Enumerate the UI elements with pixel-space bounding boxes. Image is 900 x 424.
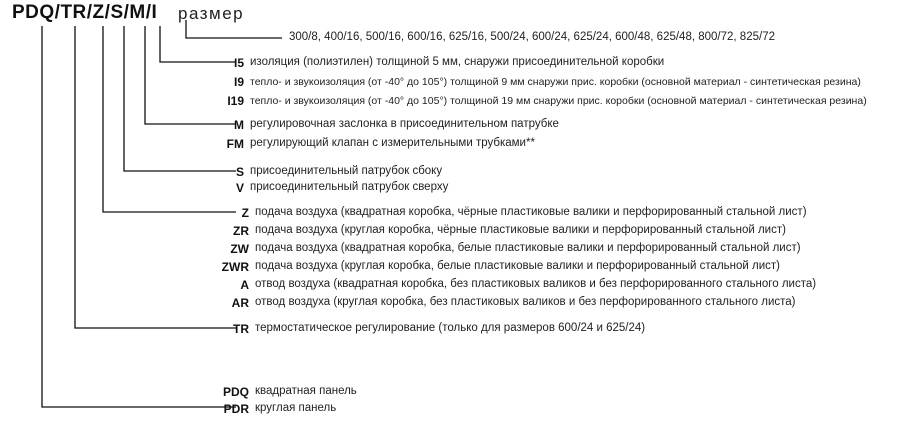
desc-a: отвод воздуха (квадратная коробка, без пластиковых валиков и без перфорированного стального листа) xyxy=(255,278,817,290)
key-i19: I19 xyxy=(227,94,244,108)
key-s: S xyxy=(235,165,244,179)
desc-i5: изоляция (полиэтилен) толщиной 5 мм, снаружи присоединительной коробки xyxy=(250,56,665,68)
desc-tr: термостатическое регулирование (только для размеров 600/24 и 625/24) xyxy=(255,322,646,334)
desc-z: подача воздуха (квадратная коробка, чёрные пластиковые валики и перфорированный стальной лист) xyxy=(255,206,807,218)
desc-zwr: подача воздуха (круглая коробка, белые пластиковые валики и перфорированный стальной лист) xyxy=(255,260,780,272)
key-zr: ZR xyxy=(233,224,249,238)
desc-s: присоединительный патрубок сбоку xyxy=(250,165,443,177)
key-v: V xyxy=(235,181,244,195)
desc-i9: тепло- и звукоизоляция (от -40° до 105°) толщиной 9 мм снаружи прис. коробки (основной материал - синтетическая резина) xyxy=(250,76,861,88)
size-label: размер xyxy=(178,4,245,23)
ordering-code: PDQ/TR/Z/S/M/I xyxy=(12,2,158,23)
key-pdr: PDR xyxy=(223,402,249,416)
sizes-list: 300/8, 400/16, 500/16, 600/16, 625/16, 500/24, 600/24, 625/24, 600/48, 625/48, 800/72, 825/72 xyxy=(289,31,775,43)
key-zwr: ZWR xyxy=(221,260,249,274)
desc-pdq: квадратная панель xyxy=(255,385,357,397)
key-i5: I5 xyxy=(233,56,244,70)
desc-fm: регулирующий клапан с измерительными трубками** xyxy=(250,137,535,149)
desc-v: присоединительный патрубок сверху xyxy=(250,181,449,193)
key-tr: TR xyxy=(233,322,249,336)
line-size xyxy=(186,20,282,38)
desc-pdr: круглая панель xyxy=(255,402,337,414)
desc-zr: подача воздуха (круглая коробка, чёрные пластиковые валики и перфорированный стальной лист) xyxy=(255,224,786,236)
key-pdq: PDQ xyxy=(222,385,249,399)
key-zw: ZW xyxy=(230,242,249,256)
key-a: A xyxy=(240,278,249,292)
desc-ar: отвод воздуха (круглая коробка, без пластиковых валиков и без перфорированного стального листа) xyxy=(255,296,796,308)
key-fm: FM xyxy=(226,137,244,151)
desc-i19: тепло- и звукоизоляция (от -40° до 105°) толщиной 19 мм снаружи прис. коробки (основной материал - синтетическая резина) xyxy=(250,95,867,107)
key-ar: AR xyxy=(231,296,249,310)
key-i9: I9 xyxy=(233,75,244,89)
desc-m: регулировочная заслонка в присоединительном патрубке xyxy=(250,118,559,130)
desc-zw: подача воздуха (квадратная коробка, белые пластиковые валики и перфорированный стальной лист) xyxy=(255,242,801,254)
key-m: M xyxy=(234,118,244,132)
key-z: Z xyxy=(241,206,249,220)
